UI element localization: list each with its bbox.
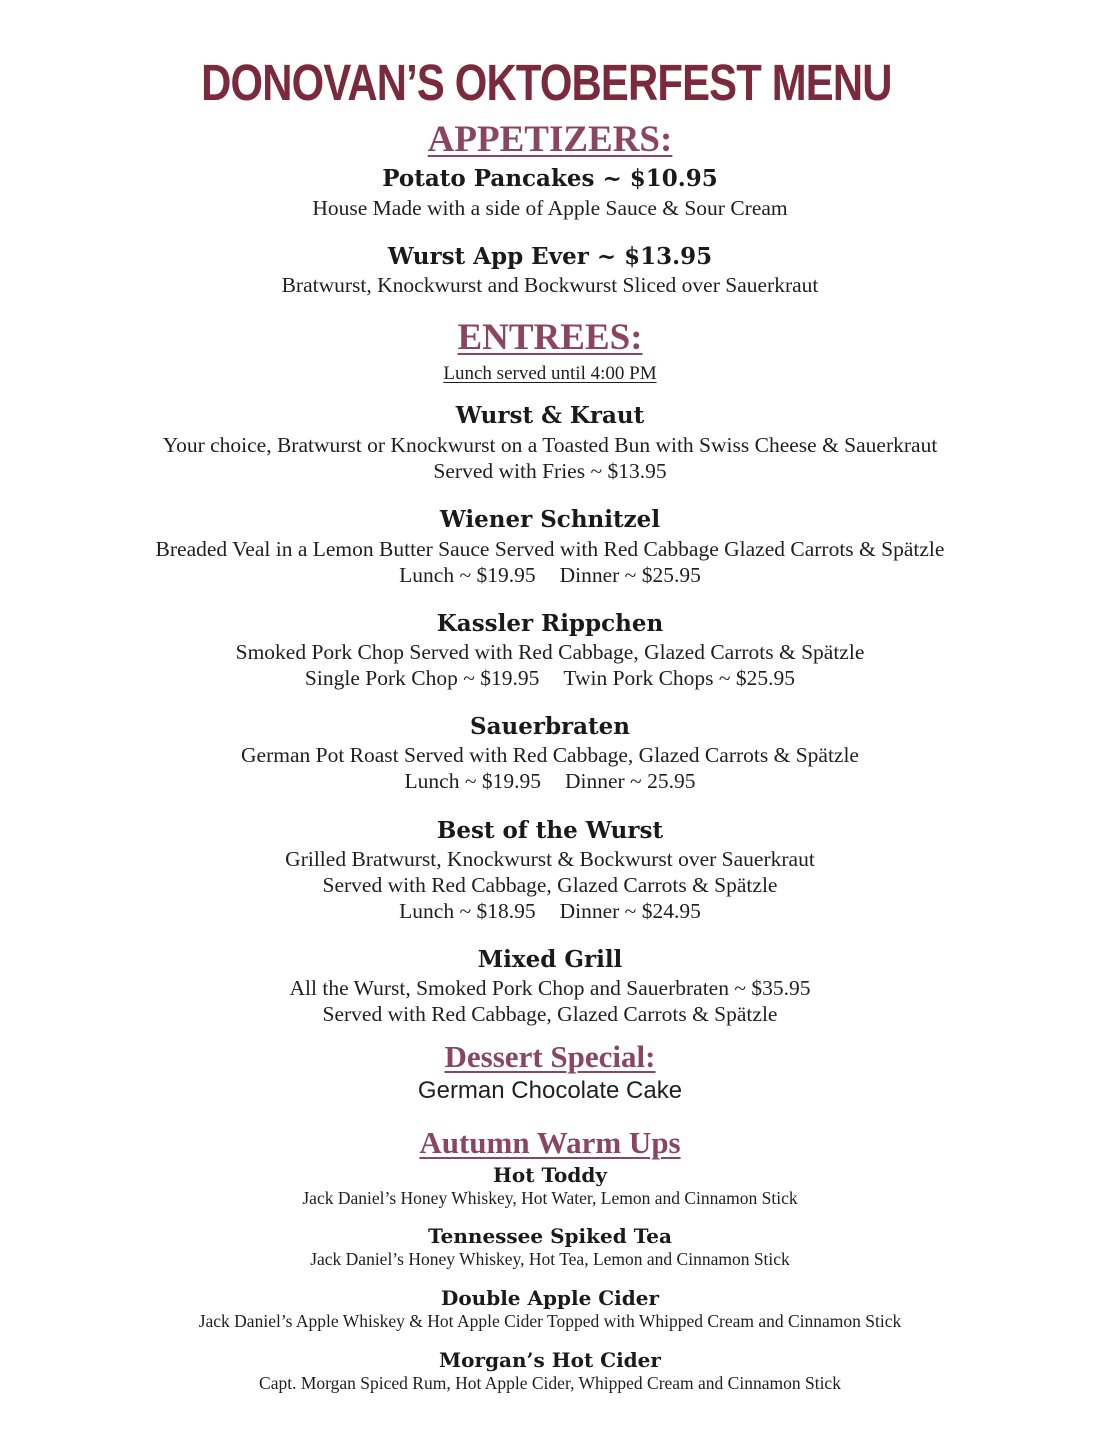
drink-desc-hot-toddy: Jack Daniel’s Honey Whiskey, Hot Water, Lemon and Cinnamon Stick xyxy=(302,1188,798,1208)
entree-name-wiener-schnitzel: Wiener Schnitzel xyxy=(439,506,661,533)
entree-prices-wiener-schnitzel xyxy=(0,562,1100,588)
twin-chops-price: Twin Pork Chops ~ $25.95 xyxy=(563,666,796,690)
lunch-price: Lunch ~ $19.95 xyxy=(399,563,536,587)
appetizer-desc-wurst-app-ever: Bratwurst, Knockwurst and Bockwurst Sliced over Sauerkraut xyxy=(281,273,819,297)
entree-name-kassler-rippchen: Kassler Rippchen xyxy=(436,610,664,637)
warm-ups-heading: Autumn Warm Ups xyxy=(419,1125,681,1160)
entree-desc-wiener-schnitzel: Breaded Veal in a Lemon Butter Sauce Served with Red Cabbage Glazed Carrots & Spätzle xyxy=(155,537,945,561)
entree-price-wurst-kraut: Served with Fries ~ $13.95 xyxy=(433,459,667,483)
menu-title: DONOVAN’S OKTOBERFEST MENU xyxy=(201,54,892,111)
entree-prices-sauerbraten xyxy=(0,768,1100,794)
appetizer-name-wurst-app-ever: Wurst App Ever ~ $13.95 xyxy=(387,243,713,270)
dinner-price: Dinner ~ $25.95 xyxy=(559,563,701,587)
appetizers-heading: APPETIZERS: xyxy=(427,119,673,160)
entree-sides-mixed-grill: Served with Red Cabbage, Glazed Carrots & Spätzle xyxy=(322,1002,778,1026)
dinner-price: Dinner ~ 25.95 xyxy=(564,769,696,793)
drink-desc-morgans-hot-cider: Capt. Morgan Spiced Rum, Hot Apple Cider, Whipped Cream and Cinnamon Stick xyxy=(259,1373,841,1393)
entree-name-best-of-the-wurst: Best of the Wurst xyxy=(436,817,664,844)
appetizer-desc-potato-pancakes: House Made with a side of Apple Sauce & Sour Cream xyxy=(312,196,788,220)
entree-name-wurst-kraut: Wurst & Kraut xyxy=(455,402,645,429)
entree-prices-best-of-the-wurst xyxy=(0,898,1100,924)
entrees-heading: ENTREES: xyxy=(457,317,643,358)
entree-prices-kassler-rippchen xyxy=(0,665,1100,691)
drink-name-hot-toddy: Hot Toddy xyxy=(493,1163,607,1187)
entree-desc-kassler-rippchen: Smoked Pork Chop Served with Red Cabbage, Glazed Carrots & Spätzle xyxy=(235,640,865,664)
drink-desc-double-apple-cider: Jack Daniel’s Apple Whiskey & Hot Apple Cider Topped with Whipped Cream and Cinnamon Stick xyxy=(198,1311,902,1331)
lunch-price: Lunch ~ $19.95 xyxy=(404,769,541,793)
entree-desc-mixed-grill: All the Wurst, Smoked Pork Chop and Sauerbraten ~ $35.95 xyxy=(289,976,811,1000)
drink-name-morgans-hot-cider: Morgan’s Hot Cider xyxy=(439,1348,661,1372)
entree-name-sauerbraten: Sauerbraten xyxy=(469,713,631,740)
entree-name-mixed-grill: Mixed Grill xyxy=(477,946,623,973)
dessert-heading: Dessert Special: xyxy=(444,1039,656,1074)
lunch-hours-note: Lunch served until 4:00 PM xyxy=(443,363,657,384)
drink-name-tennessee-spiked-tea: Tennessee Spiked Tea xyxy=(428,1224,672,1248)
drink-name-double-apple-cider: Double Apple Cider xyxy=(440,1286,660,1310)
entree-desc-sauerbraten: German Pot Roast Served with Red Cabbage, Glazed Carrots & Spätzle xyxy=(241,743,859,767)
drink-desc-tennessee-spiked-tea: Jack Daniel’s Honey Whiskey, Hot Tea, Lemon and Cinnamon Stick xyxy=(310,1249,790,1269)
appetizer-name-potato-pancakes: Potato Pancakes ~ $10.95 xyxy=(382,165,718,192)
entree-sides-best-of-the-wurst: Served with Red Cabbage, Glazed Carrots & Spätzle xyxy=(322,873,778,897)
single-chop-price: Single Pork Chop ~ $19.95 xyxy=(304,666,540,690)
dinner-price: Dinner ~ $24.95 xyxy=(559,899,701,923)
entree-desc-wurst-kraut: Your choice, Bratwurst or Knockwurst on a Toasted Bun with Swiss Cheese & Sauerkraut xyxy=(162,433,938,457)
lunch-price: Lunch ~ $18.95 xyxy=(399,899,536,923)
entree-desc-best-of-the-wurst: Grilled Bratwurst, Knockwurst & Bockwurst over Sauerkraut xyxy=(285,847,815,871)
dessert-item: German Chocolate Cake xyxy=(417,1077,683,1104)
